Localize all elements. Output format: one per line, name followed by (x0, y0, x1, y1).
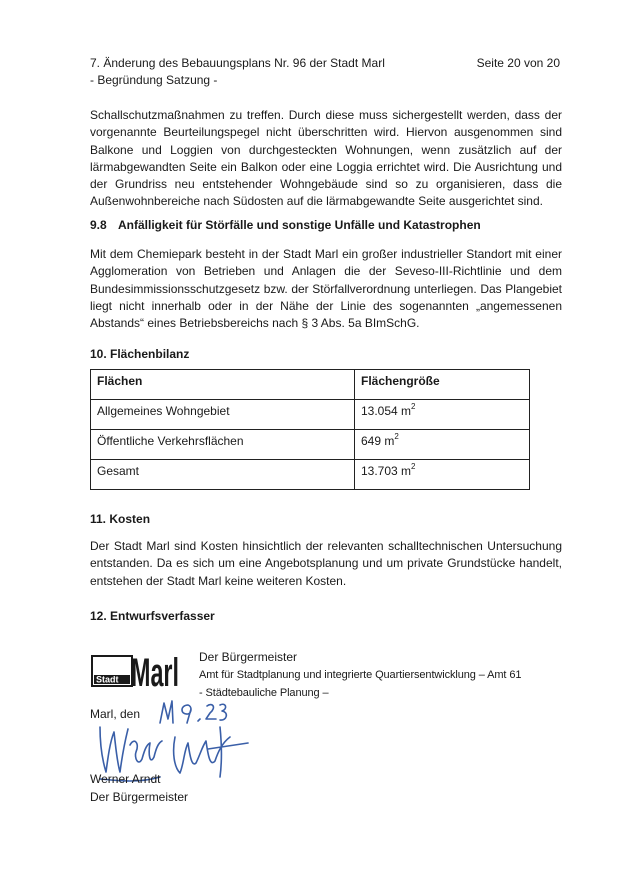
row-value: 13.703 $m^2$ (355, 460, 530, 490)
heading-12: 12. Entwurfsverfasser (90, 609, 215, 623)
col-header-size: Flächengröße (355, 370, 530, 400)
row-label: Gesamt (91, 460, 355, 490)
heading-11: 11. Kosten (90, 512, 151, 526)
sender-unit: - Städtebauliche Planung – (199, 687, 329, 699)
paragraph-11: Der Stadt Marl sind Kosten hinsichtlich der relevanten schalltechnischen Untersuchung entstanden. Da es sich um eine Angebotsplanung und um private Grundstücke handelt, entstehen der Stadt Marl keine weiteren Kosten. (90, 539, 562, 588)
area-balance-table (90, 369, 530, 490)
stadt-marl-logo (91, 650, 181, 695)
row-value: 13.054 $m^2$ (355, 400, 530, 430)
row-label: Allgemeines Wohngebiet (91, 400, 355, 430)
row-label: Öffentliche Verkehrsflächen (91, 430, 355, 460)
intro-paragraph: Schallschutzmaßnahmen zu treffen. Durch diese muss sichergestellt werden, dass der vorgenannte Beurteilungspegel nicht überschritten wird. Hiervon ausgenommen sind Balkone und Loggien von durchgesteckten Wohnungen, wenn zusätzlich auf der lärmabgewandten Seite ein Balkon oder eine Loggia errichtet wird. Die Ausrichtung und der Grundriss neu entstehender Wohngebäude sind so zu organisieren, dass die Außenwohnbereiche nach Südosten auf die lärmabgewandte Seite ausgerichtet sind. (90, 108, 562, 209)
signatory-name: Werner Arndt (90, 772, 161, 786)
paragraph-9-8: Mit dem Chemiepark besteht in der Stadt Marl ein großer industrieller Standort mit einer Agglomeration von Betrieben und Anlagen die der Seveso-III-Richtlinie und dem Bundesimmissionsschutzgesetz bzw. der Störfallverordnung unterliegen. Das Plangebiet liegt nicht innerhalb oder in der Nähe der Linie des sogenannten „angemessenen Abstands“ eines Betriebsbereichs nach § 3 Abs. 5a BImSchG. (90, 247, 562, 331)
svg-text:Marl: Marl (131, 651, 179, 695)
place-date-label: Marl, den (90, 707, 141, 721)
page-number: Seite 20 von 20 (476, 56, 560, 70)
sender-block (199, 648, 521, 702)
header-subtitle: - Begründung Satzung - (90, 73, 218, 87)
sender-title: Der Bürgermeister (199, 650, 298, 664)
table-row (91, 460, 530, 490)
signatory-role: Der Bürgermeister (90, 790, 189, 804)
sender-department: Amt für Stadtplanung und integrierte Quartiersentwicklung – Amt 61 (199, 669, 522, 681)
svg-text:Stadt: Stadt (96, 674, 119, 685)
page-header (90, 55, 560, 89)
table-row (91, 400, 530, 430)
heading-9-8: 9.8 Anfälligkeit für Störfälle und sonstige Unfälle und Katastrophen (90, 218, 481, 232)
table-row (91, 430, 530, 460)
row-value: 649 $m^2$ (355, 430, 530, 460)
table-header-row (91, 370, 530, 400)
header-title: 7. Änderung des Bebauungsplans Nr. 96 der Stadt Marl (90, 56, 385, 70)
heading-10: 10. Flächenbilanz (90, 347, 190, 361)
col-header-areas: Flächen (91, 370, 355, 400)
